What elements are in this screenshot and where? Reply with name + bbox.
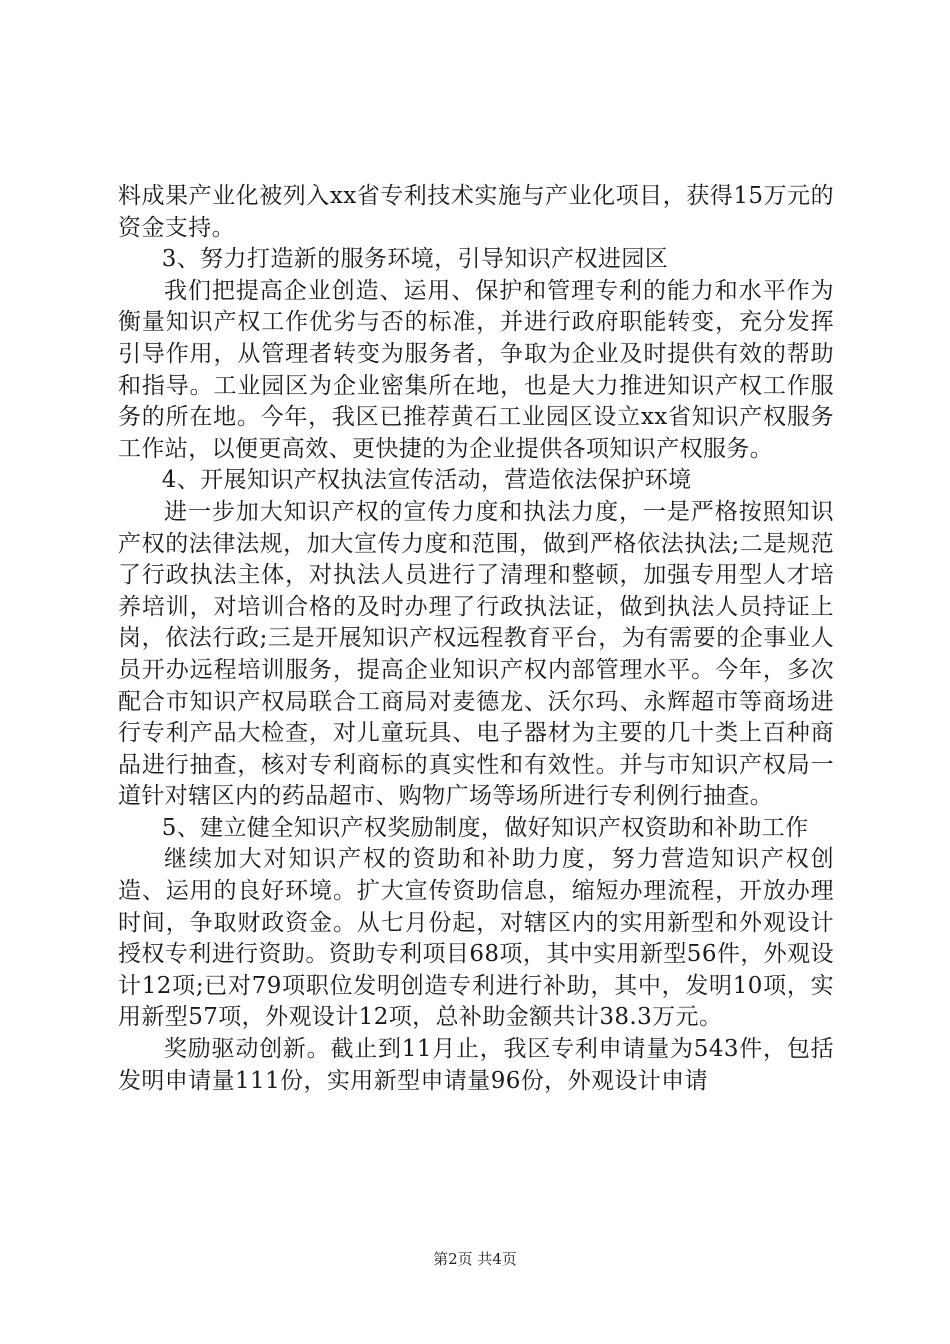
paragraph-service-environment: 我们把提高企业创造、运用、保护和管理专利的能力和水平作为衡量知识产权工作优劣与否的标准，并进行政府职能转变，充分发挥引导作用，从管理者转变为服务者，争取为企业及时提供有效的帮助和指导。工业园区为企业密集所在地，也是大力推进知识产权工作服务的所在地。今年，我区已推荐黄石工业园区设立xx省知识产权服务工作站，以便更高效、更快捷的为企业提供各项知识产权服务。 [118,277,834,462]
paragraph-enforcement: 进一步加大知识产权的宣传力度和执法力度，一是严格按照知识产权的法律法规，加大宣传力度和范围，做到严格依法执法;二是规范了行政执法主体，对执法人员进行了清理和整顿，加强专用型人才培养培训，对培训合格的及时办理了行政执法证，做到执法人员持证上岗，依法行政;三是开展知识产权远程教育平台，为有需要的企事业人员开办远程培训服务，提高企业知识产权内部管理水平。今年，多次配合市知识产权局联合工商局对麦德龙、沃尔玛、永辉超市等商场进行专利产品大检查，对儿童玩具、电子器材为主要的几十类上百种商品进行抽查，核对专利商标的真实性和有效性。并与市知识产权局一道针对辖区内的药品超市、购物广场等场所进行专利例行抽查。 [118,498,834,810]
paragraph-funding: 继续加大对知识产权的资助和补助力度，努力营造知识产权创造、运用的良好环境。扩大宣传资助信息，缩短办理流程，开放办理时间，争取财政资金。从七月份起，对辖区内的实用新型和外观设计授权专利进行资助。资助专利项目68项，其中实用新型56件，外观设计12项;已对79项职位发明创造专利进行补助，其中，发明10项，实用新型57项，外观设计12项，总补助金额共计38.3万元。 [118,846,834,1031]
section-heading-5: 5、建立健全知识产权奖励制度，做好知识产权资助和补助工作 [161,814,809,841]
section-heading-3: 3、努力打造新的服务环境，引导知识产权进园区 [161,246,669,273]
paragraph-incentives: 奖励驱动创新。截止到11月止，我区专利申请量为543件，包括发明申请量111份，实用新型申请量96份，外观设计申请 [118,1036,834,1094]
document-body [118,181,834,1097]
paragraph-continuation: 料成果产业化被列入xx省专利技术实施与产业化项目，获得15万元的资金支持。 [118,183,834,241]
section-heading-4: 4、开展知识产权执法宣传活动，营造依法保护环境 [161,467,692,494]
page-number-footer: 第2页 共4页 [433,1250,517,1268]
